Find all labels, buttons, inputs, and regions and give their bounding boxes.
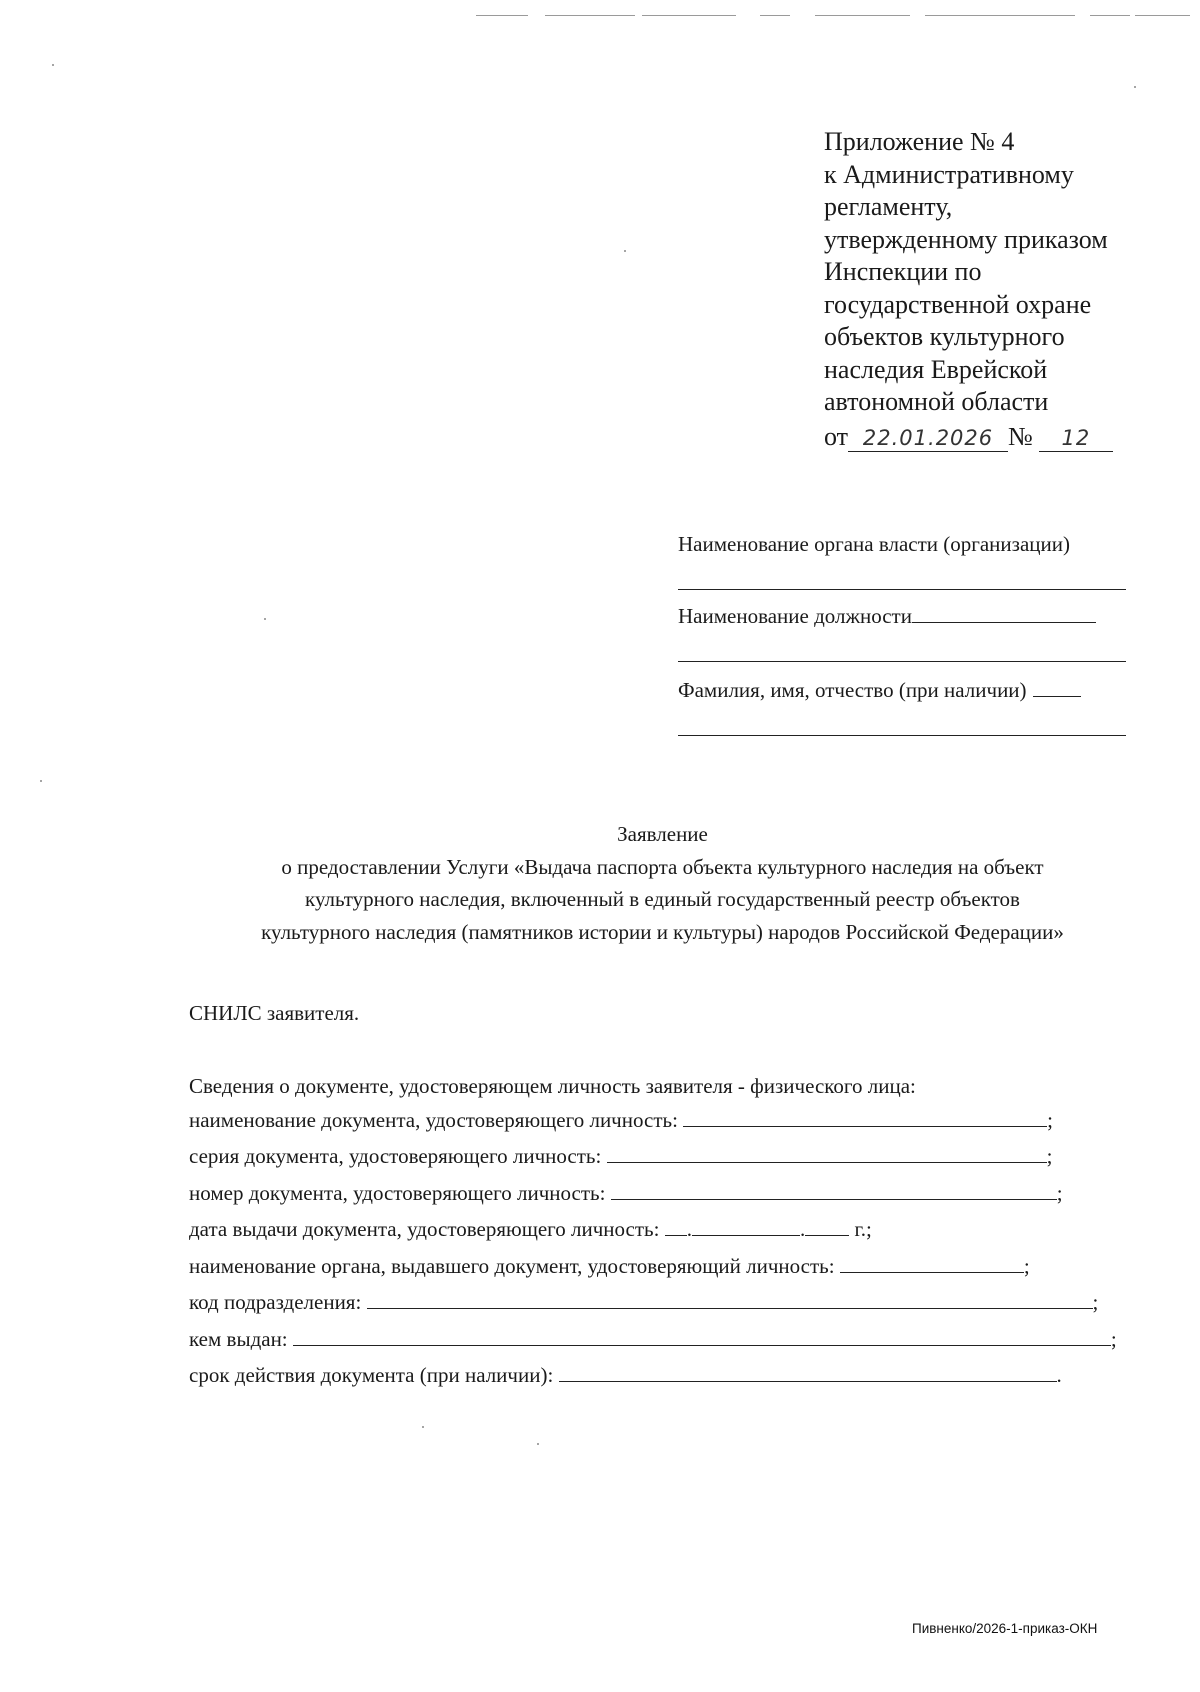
fio-label: Фамилия, имя, отчество (при наличии) — [678, 678, 1027, 702]
date-field[interactable] — [848, 424, 1008, 452]
scan-artifact — [1135, 15, 1190, 16]
division-code-input[interactable] — [367, 1290, 1093, 1309]
scan-speck — [40, 780, 42, 782]
annex-date-line — [824, 421, 1164, 454]
issued-by-field — [189, 1327, 1149, 1352]
field-label: кем выдан: — [189, 1327, 288, 1351]
statement-title: Заявление — [617, 822, 708, 846]
annex-line: к Административному — [824, 159, 1074, 189]
statement-line: культурного наследия, включенный в единый государственный реестр объектов — [305, 887, 1020, 911]
scan-artifact — [545, 15, 635, 16]
scan-artifact — [760, 15, 790, 16]
position-label: Наименование должности — [678, 604, 912, 628]
date-separator: . — [686, 1217, 692, 1241]
identity-heading: Сведения о документе, удостоверяющем личность заявителя - физического лица: — [189, 1074, 916, 1098]
field-end: ; — [1092, 1290, 1099, 1314]
field-end: . — [1056, 1363, 1062, 1387]
scan-speck — [52, 64, 54, 66]
issue-day-input[interactable] — [665, 1217, 687, 1236]
scan-artifact — [1090, 15, 1130, 16]
scan-speck — [264, 618, 266, 620]
field-end: ; — [1046, 1144, 1053, 1168]
annex-line: объектов культурного — [824, 322, 1065, 351]
issue-month-input[interactable] — [692, 1217, 800, 1236]
fio-blank-line[interactable] — [678, 735, 1126, 736]
scan-speck — [624, 250, 626, 252]
recipient-fio — [678, 678, 1138, 703]
document-footer: Пивненко/2026-1-приказ-ОКН — [912, 1621, 1098, 1636]
doc-number-input[interactable] — [611, 1181, 1057, 1200]
doc-series-field — [189, 1144, 1149, 1169]
statement-line: о предоставлении Услуги «Выдача паспорта объекта культурного наследия на объект — [281, 854, 1044, 879]
date-separator: . — [799, 1217, 806, 1241]
field-label: наименование документа, удостоверяющего личность: — [189, 1108, 678, 1132]
scan-artifact — [815, 15, 910, 16]
handwritten-number: 12 — [1061, 425, 1091, 450]
position-blank-line[interactable] — [678, 661, 1126, 662]
annex-line: регламенту, — [824, 192, 953, 221]
position-blank[interactable] — [912, 604, 1096, 623]
annex-line: Инспекции по — [824, 257, 982, 286]
field-end: ; — [1047, 1108, 1054, 1132]
org-label: Наименование органа власти (организации) — [678, 532, 1070, 556]
doc-name-input[interactable] — [683, 1108, 1047, 1127]
scan-artifact — [676, 15, 736, 16]
annex-header — [824, 126, 1164, 453]
field-end: ; — [1056, 1181, 1063, 1205]
issue-year-input[interactable] — [805, 1217, 849, 1236]
validity-field — [189, 1363, 1149, 1388]
statement-line: культурного наследия (памятников истории и культуры) народов Российской Федерации» — [261, 919, 1064, 944]
validity-input[interactable] — [559, 1363, 1057, 1382]
field-label: код подразделения: — [189, 1290, 362, 1314]
field-label: номер документа, удостоверяющего личность: — [189, 1181, 606, 1205]
recipient-org — [678, 532, 1138, 557]
annex-line: государственной охране — [824, 289, 1092, 319]
annex-line: автономной области — [824, 387, 1049, 416]
recipient-position — [678, 604, 1138, 629]
issuer-name-input[interactable] — [840, 1254, 1024, 1273]
issued-by-input[interactable] — [293, 1327, 1111, 1346]
year-suffix: г.; — [854, 1217, 872, 1241]
division-code-field — [189, 1290, 1149, 1315]
doc-name-field — [189, 1108, 1149, 1133]
org-blank-line[interactable] — [678, 589, 1126, 590]
scan-artifact — [925, 15, 1075, 16]
fio-blank[interactable] — [1033, 678, 1081, 697]
annex-line: наследия Еврейской — [824, 354, 1048, 384]
doc-number-field — [189, 1181, 1149, 1206]
scan-speck — [1134, 86, 1136, 88]
scan-speck — [537, 1443, 539, 1445]
field-label: серия документа, удостоверяющего личность: — [189, 1144, 602, 1168]
field-label: наименование органа, выдавшего документ, удостоверяющий личность: — [189, 1254, 835, 1278]
number-label: № — [1008, 421, 1033, 451]
field-label: срок действия документа (при наличии): — [189, 1363, 554, 1387]
ot-label: от — [824, 421, 849, 451]
annex-line: утвержденному приказом — [824, 224, 1108, 254]
snils-label: СНИЛС заявителя. — [189, 1001, 360, 1025]
handwritten-date: 22.01.2026 — [862, 425, 994, 450]
field-label: дата выдачи документа, удостоверяющего личность: — [189, 1217, 660, 1241]
scan-speck — [422, 1426, 424, 1428]
statement-block — [150, 818, 1175, 948]
scan-artifact — [476, 15, 528, 16]
issue-date-field — [189, 1217, 1149, 1242]
number-field[interactable] — [1039, 424, 1113, 452]
doc-series-input[interactable] — [607, 1144, 1047, 1163]
issuer-name-field — [189, 1254, 1149, 1279]
field-end: ; — [1110, 1327, 1117, 1351]
field-end: ; — [1023, 1254, 1030, 1278]
annex-title: Приложение № 4 — [824, 127, 1015, 156]
